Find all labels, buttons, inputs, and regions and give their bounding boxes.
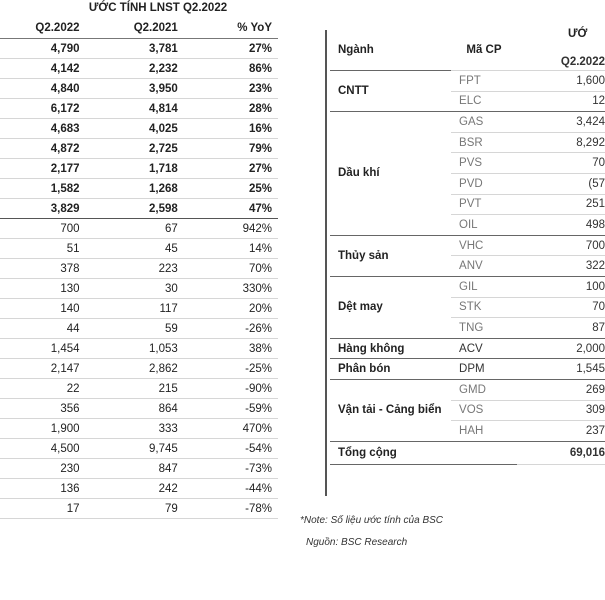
value-cell: 322 [517,256,605,277]
cell-q2-2021: 1,718 [83,159,181,179]
cell-q2-2021: 2,862 [83,359,181,379]
value-cell: 3,424 [517,112,605,133]
cell-yoy: -59% [181,399,278,419]
cell-q2-2022: 230 [0,459,83,479]
header-q2-2022-right: Q2.2022 [517,30,605,71]
sector-label: Thủy sản [330,235,451,276]
ticker-cell: STK [451,297,517,318]
cell-yoy: 14% [181,239,278,259]
cell-q2-2022: 3,829 [0,199,83,219]
ticker-cell: ELC [451,91,517,112]
table-row [0,99,278,119]
cell-q2-2022: 136 [0,479,83,499]
table-row [0,359,278,379]
left-estimate-table [0,18,278,519]
table-row [0,419,278,439]
cell-yoy: 25% [181,179,278,199]
table-row [0,339,278,359]
ticker-cell: OIL [451,215,517,236]
cell-yoy: 38% [181,339,278,359]
table-row [330,235,605,256]
right-table-header-row [330,30,605,71]
right-table-body [330,71,605,442]
cell-q2-2022: 4,840 [0,79,83,99]
table-row [0,259,278,279]
cell-q2-2021: 67 [83,219,181,239]
value-cell: 70 [517,153,605,174]
note-source: Nguồn: BSC Research [306,537,408,548]
cell-q2-2022: 378 [0,259,83,279]
total-label: Tổng cộng [330,441,517,464]
cell-q2-2022: 2,177 [0,159,83,179]
ticker-cell: HAH [451,421,517,442]
header-sector: Ngành [330,30,451,71]
cell-q2-2022: 6,172 [0,99,83,119]
cell-q2-2022: 4,500 [0,439,83,459]
cell-q2-2022: 356 [0,399,83,419]
cell-q2-2022: 700 [0,219,83,239]
cell-yoy: -26% [181,319,278,339]
cell-q2-2022: 4,790 [0,39,83,59]
cell-q2-2022: 1,582 [0,179,83,199]
cell-yoy: -54% [181,439,278,459]
cell-q2-2021: 864 [83,399,181,419]
cell-yoy: 27% [181,39,278,59]
value-cell: (57 [517,173,605,194]
table-row [0,239,278,259]
sector-label: Vận tải - Cảng biển [330,379,451,441]
cell-q2-2021: 3,950 [83,79,181,99]
table-row [330,359,605,380]
sector-label: CNTT [330,71,451,112]
cell-yoy: 23% [181,79,278,99]
sector-label: Dệt may [330,276,451,338]
cell-q2-2021: 45 [83,239,181,259]
table-row [330,276,605,297]
cell-yoy: -78% [181,499,278,519]
ticker-cell: GIL [451,276,517,297]
cell-q2-2021: 3,781 [83,39,181,59]
ticker-cell: PVT [451,194,517,215]
cell-yoy: 16% [181,119,278,139]
cell-q2-2021: 2,232 [83,59,181,79]
total-value: 69,016 [517,441,605,464]
right-table-left-border [325,30,327,496]
table-row [0,279,278,299]
cell-yoy: 86% [181,59,278,79]
value-cell: 1,545 [517,359,605,380]
table-row [0,399,278,419]
cell-q2-2022: 140 [0,299,83,319]
cell-q2-2021: 223 [83,259,181,279]
table-row [0,439,278,459]
ticker-cell: PVD [451,173,517,194]
cell-q2-2022: 17 [0,499,83,519]
cell-q2-2022: 44 [0,319,83,339]
value-cell: 251 [517,194,605,215]
total-row [330,441,605,464]
value-cell: 309 [517,400,605,421]
table-row [0,179,278,199]
table-row [330,112,605,133]
ticker-cell: ANV [451,256,517,277]
ticker-cell: VHC [451,235,517,256]
value-cell: 1,600 [517,71,605,92]
header-q2-2022: Q2.2022 [0,18,83,39]
cell-q2-2021: 333 [83,419,181,439]
cell-q2-2021: 59 [83,319,181,339]
table-row [330,379,605,400]
cell-yoy: -90% [181,379,278,399]
header-yoy: % YoY [181,18,278,39]
cell-q2-2021: 1,053 [83,339,181,359]
cell-q2-2021: 215 [83,379,181,399]
ticker-cell: FPT [451,71,517,92]
value-cell: 269 [517,379,605,400]
ticker-cell: ACV [451,338,517,359]
table-row [0,139,278,159]
cell-q2-2022: 51 [0,239,83,259]
cell-yoy: 70% [181,259,278,279]
ticker-cell: BSR [451,132,517,153]
right-header-group-label: ƯỚ [568,28,588,40]
left-table-body [0,39,278,519]
cell-q2-2022: 4,142 [0,59,83,79]
value-cell: 8,292 [517,132,605,153]
left-table-header-row [0,18,278,39]
cell-yoy: -25% [181,359,278,379]
table-row [330,71,605,92]
note-source-estimate: *Note: Số liệu ước tính của BSC [300,515,444,526]
cell-q2-2021: 4,025 [83,119,181,139]
cell-yoy: 28% [181,99,278,119]
cell-yoy: 470% [181,419,278,439]
table-row [0,159,278,179]
value-cell: 237 [517,421,605,442]
ticker-cell: PVS [451,153,517,174]
cell-q2-2021: 847 [83,459,181,479]
cell-yoy: -73% [181,459,278,479]
cell-yoy: 47% [181,199,278,219]
ticker-cell: GAS [451,112,517,133]
cell-q2-2021: 2,725 [83,139,181,159]
cell-q2-2022: 4,872 [0,139,83,159]
cell-q2-2021: 4,814 [83,99,181,119]
cell-yoy: 79% [181,139,278,159]
table-row [0,199,278,219]
ticker-cell: VOS [451,400,517,421]
sector-label: Dầu khí [330,112,451,236]
left-table-title: ƯỚC TÍNH LNST Q2.2022 [88,2,228,14]
header-q2-2021: Q2.2021 [83,18,181,39]
table-row [0,319,278,339]
right-sector-table [330,30,605,465]
cell-q2-2021: 1,268 [83,179,181,199]
value-cell: 498 [517,215,605,236]
table-row [0,119,278,139]
ticker-cell: DPM [451,359,517,380]
cell-yoy: 27% [181,159,278,179]
header-ticker: Mã CP [451,30,517,71]
cell-q2-2022: 1,900 [0,419,83,439]
table-row [0,39,278,59]
table-row [0,459,278,479]
value-cell: 2,000 [517,338,605,359]
cell-q2-2021: 117 [83,299,181,319]
table-row [0,379,278,399]
cell-q2-2021: 79 [83,499,181,519]
table-row [0,499,278,519]
value-cell: 700 [517,235,605,256]
cell-q2-2021: 2,598 [83,199,181,219]
table-row [0,79,278,99]
sector-label: Phân bón [330,359,451,380]
cell-yoy: 330% [181,279,278,299]
value-cell: 87 [517,318,605,339]
cell-yoy: 942% [181,219,278,239]
cell-q2-2021: 242 [83,479,181,499]
value-cell: 12 [517,91,605,112]
cell-yoy: 20% [181,299,278,319]
cell-q2-2021: 9,745 [83,439,181,459]
cell-q2-2022: 2,147 [0,359,83,379]
cell-q2-2022: 1,454 [0,339,83,359]
table-row [0,219,278,239]
value-cell: 100 [517,276,605,297]
cell-q2-2022: 22 [0,379,83,399]
table-row [330,338,605,359]
cell-yoy: -44% [181,479,278,499]
cell-q2-2022: 4,683 [0,119,83,139]
ticker-cell: GMD [451,379,517,400]
table-row [0,479,278,499]
cell-q2-2021: 30 [83,279,181,299]
table-row [0,299,278,319]
table-row [0,59,278,79]
cell-q2-2022: 130 [0,279,83,299]
value-cell: 70 [517,297,605,318]
ticker-cell: TNG [451,318,517,339]
sector-label: Hàng không [330,338,451,359]
